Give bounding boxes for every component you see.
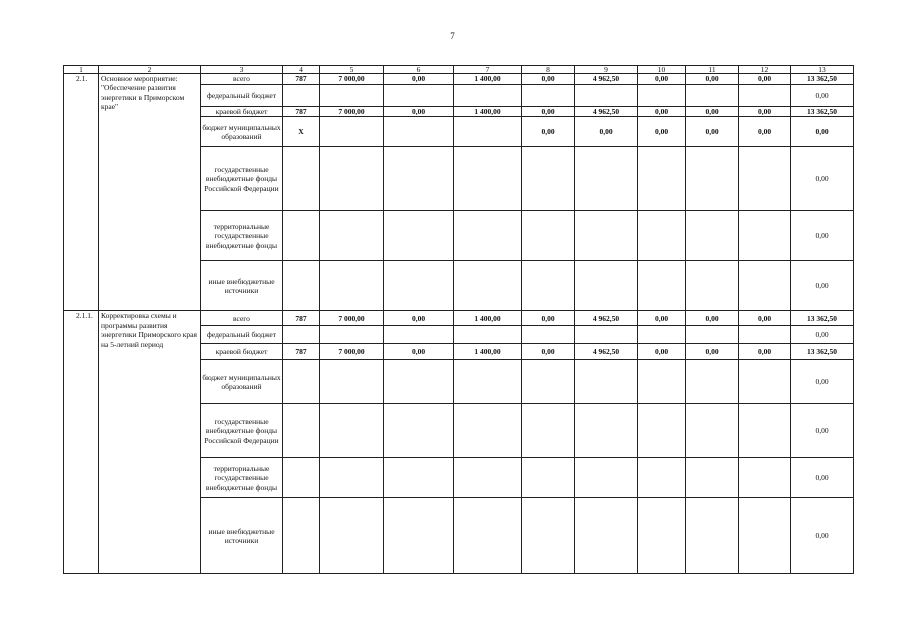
value-cell-c7 [454, 147, 522, 211]
value-cell-c5 [320, 404, 384, 458]
value-cell-c6: 0,00 [384, 74, 454, 85]
funding-source: всего [201, 74, 283, 85]
value-cell-c12 [739, 404, 791, 458]
value-cell-c6 [384, 360, 454, 404]
value-cell-c7 [454, 360, 522, 404]
value-cell-c5 [320, 326, 384, 344]
value-cell-c12 [739, 326, 791, 344]
value-cell-c13: 13 362,50 [791, 311, 854, 326]
funding-source: иные внебюджетные источники [201, 261, 283, 311]
value-cell-c6: 0,00 [384, 311, 454, 326]
value-cell-c9 [575, 261, 638, 311]
value-cell-c8: 0,00 [522, 117, 575, 147]
funding-source: краевой бюджет [201, 344, 283, 360]
funding-source: краевой бюджет [201, 107, 283, 117]
activity-code: 2.1.1. [64, 311, 99, 574]
value-cell-c7: 1 400,00 [454, 74, 522, 85]
value-cell-c9 [575, 360, 638, 404]
value-cell-c13: 0,00 [791, 261, 854, 311]
value-cell-c9 [575, 211, 638, 261]
value-cell-c7: 1 400,00 [454, 344, 522, 360]
column-header: 4 [283, 66, 320, 74]
column-header: 3 [201, 66, 283, 74]
value-cell-c13: 0,00 [791, 85, 854, 107]
funding-source: всего [201, 311, 283, 326]
value-cell-c9 [575, 458, 638, 498]
column-header: 11 [686, 66, 739, 74]
funding-source: государственные внебюджетные фонды Российской Федерации [201, 404, 283, 458]
value-cell-c5: 7 000,00 [320, 107, 384, 117]
value-cell-c9 [575, 326, 638, 344]
column-header: 2 [99, 66, 201, 74]
column-header: 6 [384, 66, 454, 74]
table-body [64, 66, 854, 574]
value-cell-c4: 787 [283, 344, 320, 360]
value-cell-c5 [320, 458, 384, 498]
column-header: 9 [575, 66, 638, 74]
column-header: 13 [791, 66, 854, 74]
value-cell-c11 [686, 404, 739, 458]
value-cell-c4: 787 [283, 74, 320, 85]
funding-source: иные внебюджетные источники [201, 498, 283, 574]
value-cell-c5: 7 000,00 [320, 74, 384, 85]
value-cell-c5 [320, 85, 384, 107]
value-cell-c4 [283, 404, 320, 458]
activity-name: Корректировка схемы и программы развития энергетики Приморского края на 5-летний период [99, 311, 201, 574]
value-cell-c7 [454, 404, 522, 458]
value-cell-c11: 0,00 [686, 107, 739, 117]
value-cell-c7 [454, 261, 522, 311]
value-cell-c6 [384, 261, 454, 311]
value-cell-c7 [454, 498, 522, 574]
value-cell-c8 [522, 261, 575, 311]
funding-source: федеральный бюджет [201, 326, 283, 344]
value-cell-c12: 0,00 [739, 107, 791, 117]
value-cell-c6 [384, 326, 454, 344]
value-cell-c8: 0,00 [522, 344, 575, 360]
value-cell-c10 [638, 261, 686, 311]
column-header: 5 [320, 66, 384, 74]
value-cell-c8 [522, 360, 575, 404]
value-cell-c12 [739, 85, 791, 107]
value-cell-c5 [320, 211, 384, 261]
value-cell-c9 [575, 404, 638, 458]
value-cell-c12: 0,00 [739, 344, 791, 360]
value-cell-c10 [638, 147, 686, 211]
value-cell-c7: 1 400,00 [454, 107, 522, 117]
value-cell-c5 [320, 498, 384, 574]
value-cell-c7 [454, 85, 522, 107]
value-cell-c10 [638, 404, 686, 458]
value-cell-c13: 0,00 [791, 458, 854, 498]
value-cell-c11: 0,00 [686, 311, 739, 326]
value-cell-c5: 7 000,00 [320, 344, 384, 360]
value-cell-c9: 0,00 [575, 117, 638, 147]
value-cell-c12 [739, 211, 791, 261]
column-header: 10 [638, 66, 686, 74]
value-cell-c8: 0,00 [522, 107, 575, 117]
value-cell-c9 [575, 85, 638, 107]
value-cell-c4: 787 [283, 311, 320, 326]
value-cell-c8 [522, 326, 575, 344]
value-cell-c13: 13 362,50 [791, 107, 854, 117]
value-cell-c11: 0,00 [686, 117, 739, 147]
value-cell-c6 [384, 147, 454, 211]
value-cell-c5 [320, 261, 384, 311]
value-cell-c5 [320, 117, 384, 147]
value-cell-c12: 0,00 [739, 311, 791, 326]
value-cell-c11 [686, 498, 739, 574]
value-cell-c11 [686, 261, 739, 311]
value-cell-c8 [522, 498, 575, 574]
value-cell-c12: 0,00 [739, 117, 791, 147]
column-header: 12 [739, 66, 791, 74]
value-cell-c8: 0,00 [522, 311, 575, 326]
value-cell-c4: X [283, 117, 320, 147]
value-cell-c11 [686, 147, 739, 211]
activity-name: Основное мероприятие: "Обеспечение развития энергетики в Приморском крае" [99, 74, 201, 311]
value-cell-c13: 0,00 [791, 498, 854, 574]
value-cell-c8: 0,00 [522, 74, 575, 85]
value-cell-c11 [686, 360, 739, 404]
value-cell-c8 [522, 404, 575, 458]
value-cell-c8 [522, 85, 575, 107]
funding-source: бюджет муниципальных образований [201, 117, 283, 147]
value-cell-c11 [686, 85, 739, 107]
value-cell-c9: 4 962,50 [575, 74, 638, 85]
value-cell-c5 [320, 360, 384, 404]
funding-source: территориальные государственные внебюджетные фонды [201, 211, 283, 261]
value-cell-c8 [522, 211, 575, 261]
value-cell-c13: 0,00 [791, 404, 854, 458]
value-cell-c9: 4 962,50 [575, 311, 638, 326]
funding-source: территориальные государственные внебюджетные фонды [201, 458, 283, 498]
value-cell-c4 [283, 85, 320, 107]
value-cell-c9 [575, 498, 638, 574]
funding-source: федеральный бюджет [201, 85, 283, 107]
value-cell-c4 [283, 147, 320, 211]
activity-code: 2.1. [64, 74, 99, 311]
funding-source: бюджет муниципальных образований [201, 360, 283, 404]
value-cell-c8 [522, 147, 575, 211]
value-cell-c13: 0,00 [791, 360, 854, 404]
value-cell-c13: 13 362,50 [791, 344, 854, 360]
table-row [64, 74, 854, 85]
value-cell-c4 [283, 326, 320, 344]
value-cell-c4 [283, 498, 320, 574]
value-cell-c8 [522, 458, 575, 498]
value-cell-c6 [384, 404, 454, 458]
value-cell-c6 [384, 117, 454, 147]
column-header: 8 [522, 66, 575, 74]
value-cell-c11: 0,00 [686, 344, 739, 360]
value-cell-c12 [739, 261, 791, 311]
value-cell-c13: 0,00 [791, 211, 854, 261]
value-cell-c12 [739, 498, 791, 574]
value-cell-c13: 13 362,50 [791, 74, 854, 85]
value-cell-c10: 0,00 [638, 344, 686, 360]
value-cell-c13: 0,00 [791, 147, 854, 211]
value-cell-c11 [686, 326, 739, 344]
value-cell-c7 [454, 117, 522, 147]
value-cell-c10 [638, 360, 686, 404]
budget-table [63, 65, 854, 574]
value-cell-c13: 0,00 [791, 117, 854, 147]
value-cell-c11: 0,00 [686, 74, 739, 85]
value-cell-c6 [384, 85, 454, 107]
table-row [64, 311, 854, 326]
value-cell-c5: 7 000,00 [320, 311, 384, 326]
value-cell-c4 [283, 458, 320, 498]
value-cell-c10: 0,00 [638, 107, 686, 117]
value-cell-c10 [638, 498, 686, 574]
value-cell-c4 [283, 261, 320, 311]
value-cell-c7 [454, 326, 522, 344]
value-cell-c10: 0,00 [638, 311, 686, 326]
value-cell-c6: 0,00 [384, 107, 454, 117]
value-cell-c6 [384, 211, 454, 261]
value-cell-c5 [320, 147, 384, 211]
value-cell-c10 [638, 211, 686, 261]
value-cell-c11 [686, 211, 739, 261]
value-cell-c7: 1 400,00 [454, 311, 522, 326]
value-cell-c7 [454, 458, 522, 498]
funding-source: государственные внебюджетные фонды Российской Федерации [201, 147, 283, 211]
value-cell-c10: 0,00 [638, 74, 686, 85]
header-row [64, 66, 854, 74]
value-cell-c6 [384, 458, 454, 498]
value-cell-c4 [283, 360, 320, 404]
column-header: 7 [454, 66, 522, 74]
value-cell-c9: 4 962,50 [575, 344, 638, 360]
value-cell-c6: 0,00 [384, 344, 454, 360]
value-cell-c12 [739, 458, 791, 498]
value-cell-c4 [283, 211, 320, 261]
value-cell-c10 [638, 326, 686, 344]
value-cell-c10: 0,00 [638, 117, 686, 147]
value-cell-c12 [739, 360, 791, 404]
value-cell-c13: 0,00 [791, 326, 854, 344]
value-cell-c12: 0,00 [739, 74, 791, 85]
value-cell-c12 [739, 147, 791, 211]
page-number: 7 [450, 31, 455, 41]
value-cell-c10 [638, 458, 686, 498]
value-cell-c10 [638, 85, 686, 107]
value-cell-c9 [575, 147, 638, 211]
value-cell-c6 [384, 498, 454, 574]
value-cell-c9: 4 962,50 [575, 107, 638, 117]
value-cell-c11 [686, 458, 739, 498]
value-cell-c7 [454, 211, 522, 261]
value-cell-c4: 787 [283, 107, 320, 117]
column-header: 1 [64, 66, 99, 74]
